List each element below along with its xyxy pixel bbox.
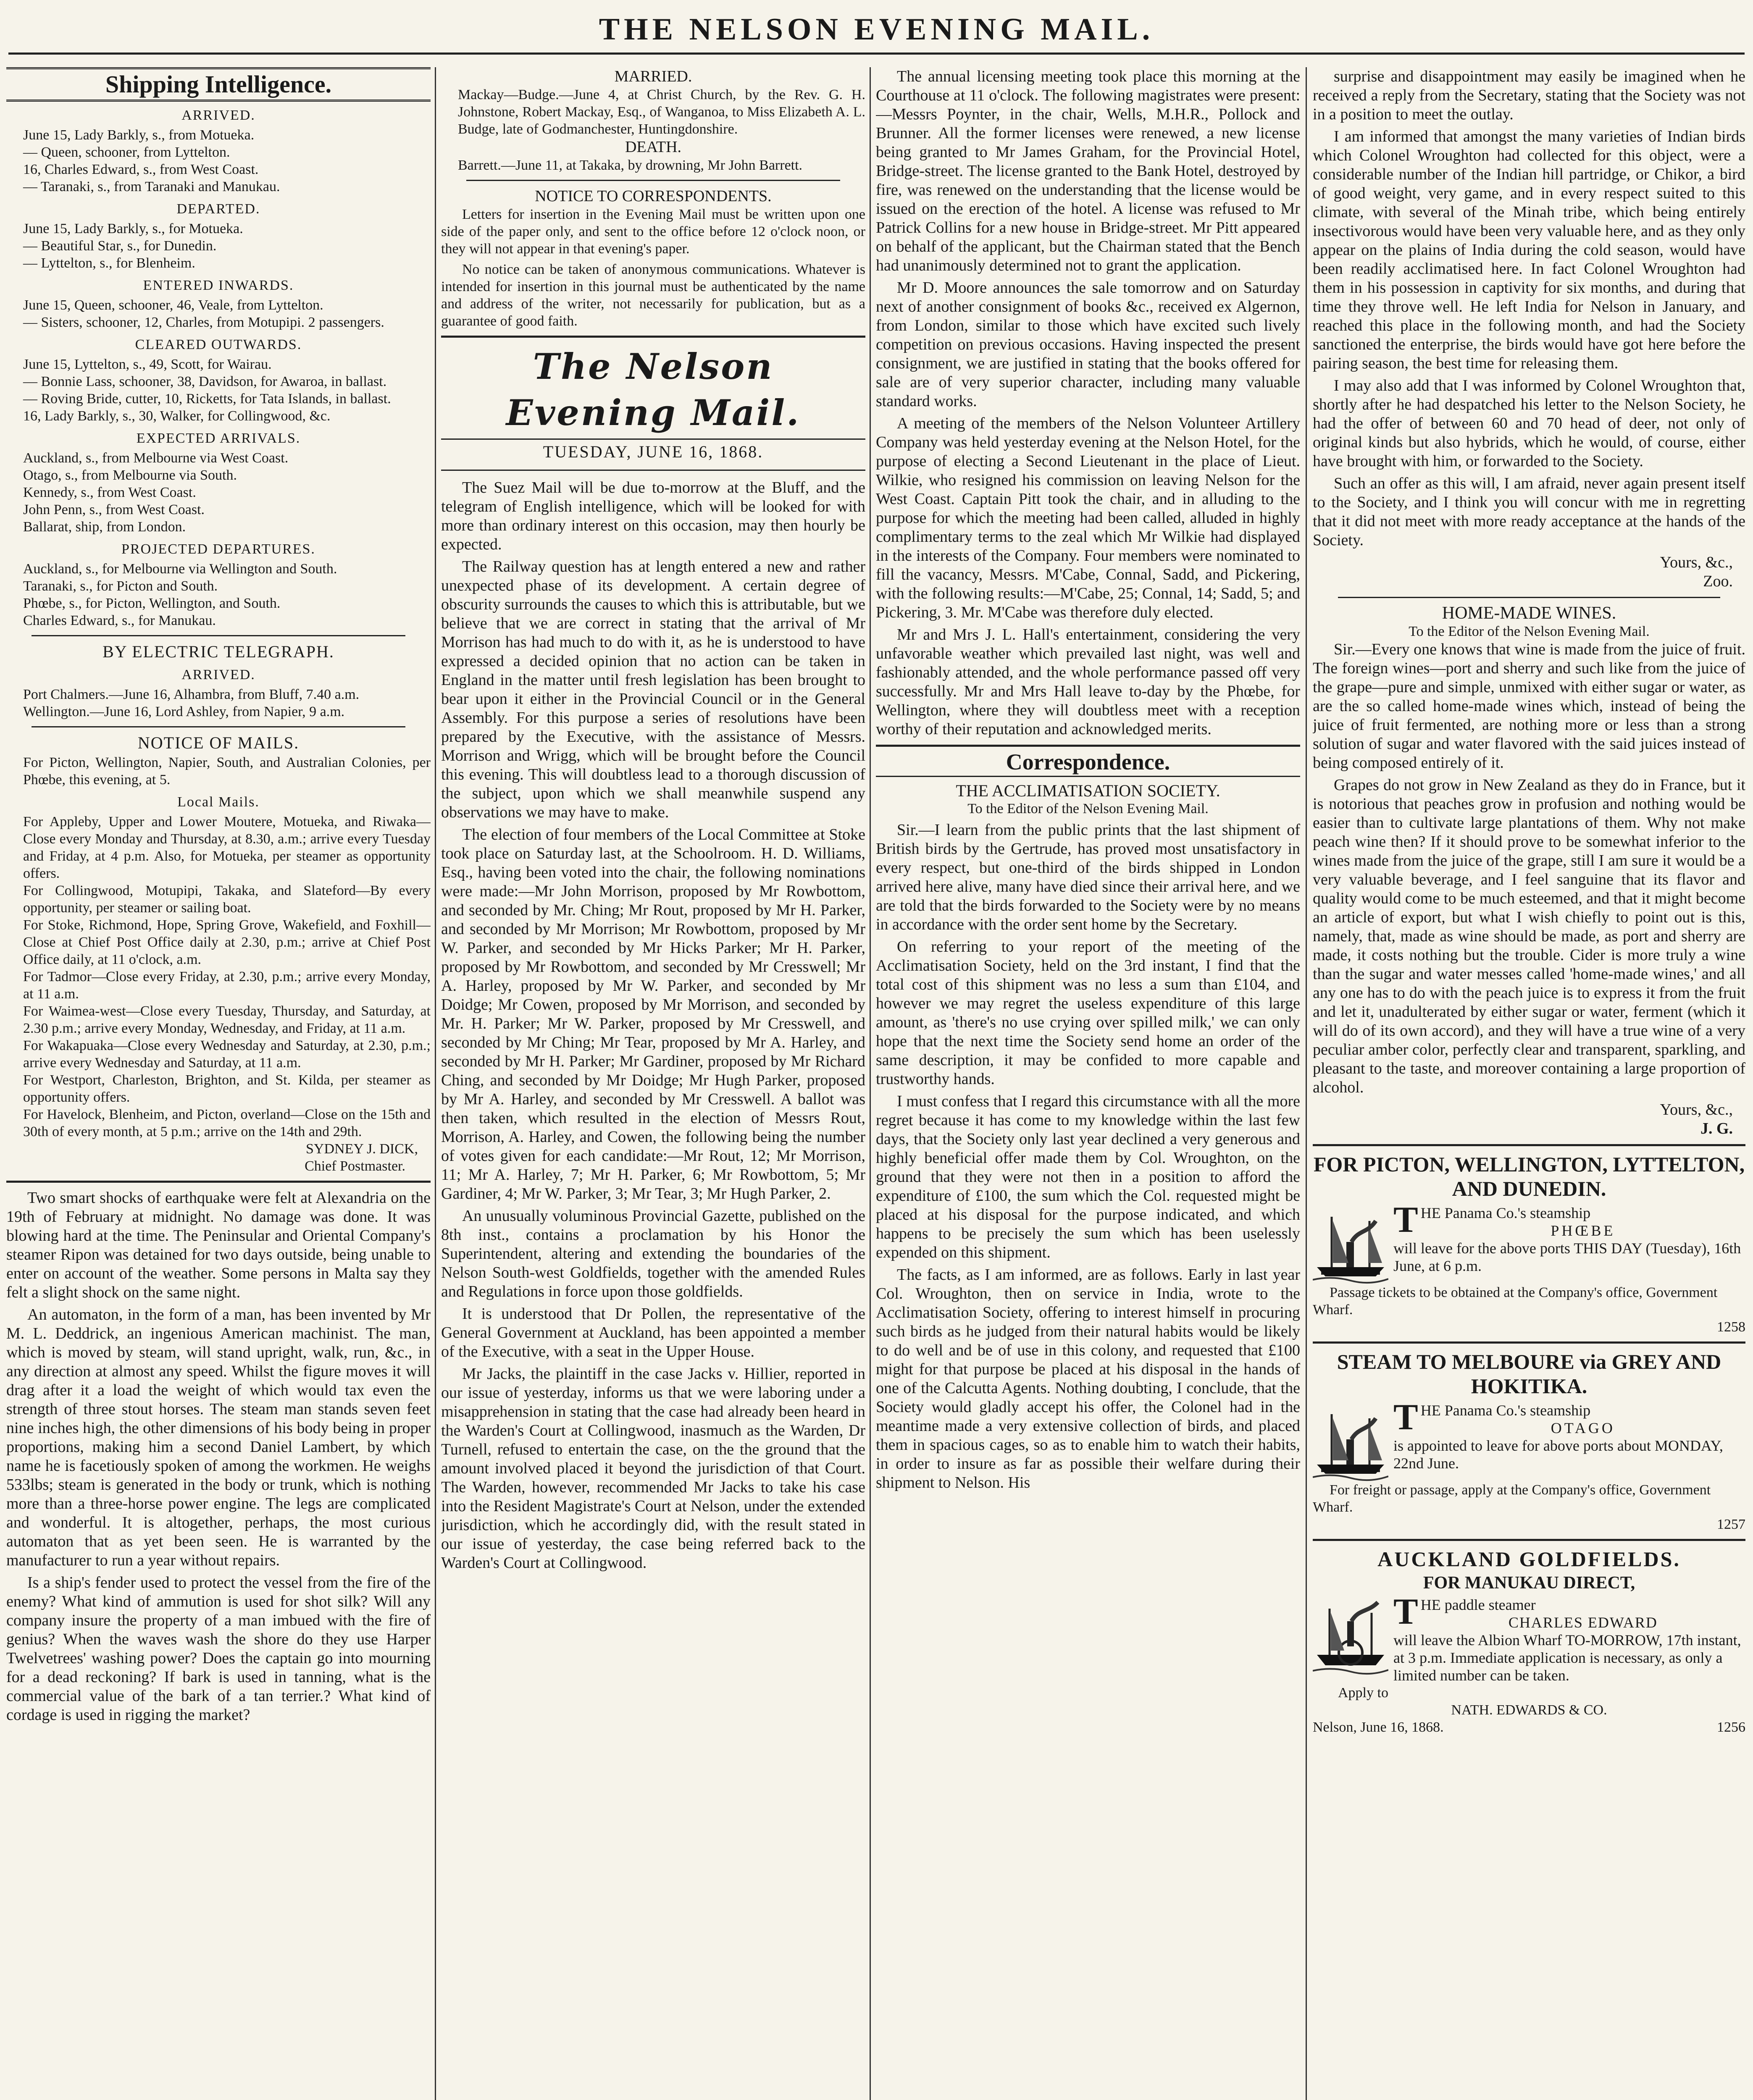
shipping-entry: Auckland, s., for Melbourne via Wellington and South. — [23, 561, 337, 577]
shipping-entry: June 15, Lady Barkly, s., for Motueka. — [23, 221, 243, 236]
shipping-entry: 16, Charles Edward, s., from West Coast. — [23, 162, 259, 177]
letter-closing: Yours, &c., — [1660, 554, 1733, 571]
telegraph-entry: Port Chalmers.—June 16, Alhambra, from Bluff, 7.40 a.m. — [23, 687, 360, 702]
paddle-steamer-icon — [1313, 1596, 1388, 1676]
ad-heading: FOR PICTON, WELLINGTON, LYTTELTON, AND DUNEDIN. — [1313, 1152, 1745, 1200]
drop-cap: T — [1393, 1397, 1418, 1438]
paragraph: The Suez Mail will be due to-morrow at the Bluff, and the telegram of English intelligence, which will be looked for with more than ordinary interest on this occasion, may then hourly be expected. — [441, 479, 865, 553]
drop-cap: T — [1393, 1200, 1418, 1240]
letter-addressee: To the Editor of the Nelson Evening Mail. — [967, 801, 1209, 816]
divider — [441, 336, 865, 338]
divider — [441, 470, 865, 471]
column-divider — [1306, 67, 1307, 2100]
mail-entry: For Westport, Charleston, Brighton, and St. Kilda, per steamer as opportunity offers. — [23, 1072, 431, 1105]
paragraph: The facts, as I am informed, are as follows. Early in last year Col. Wroughton, then on service in India, wrote to the Acclimatisation Society, offering to interest himself in procuring such birds as he judged from their natural habits would be likely to do well and be of use in this colony, and requested that £100 might for that purpose be placed at his disposal in the hands of one of the Calcutta Agents. Nothing doubting, I conclude, that the Society would gladly accept his offer, the Colonel had in the meantime made a very extensive collection of birds, and placed them in spacious cages, so as to enable him to watch their habits, in order to insure as far as possible their welfare during their shipment to Nelson. His — [876, 1266, 1300, 1491]
paragraph: Such an offer as this will, I am afraid, never again present itself to the Society, and I think you will concur with me in regretting that it did not meet with more ready acceptance at the hands of the Society. — [1313, 475, 1745, 549]
divider — [6, 1181, 431, 1183]
paragraph: I must confess that I regard this circumstance with all the more regret because it has come to my knowledge within the last few days, that the Society only last year declined a very generous and highly beneficial offer made them by Col. Wroughton, on the ground that they were not then in a position to afford the expenditure of £100, the sum which the Col. requested might be placed at his disposal for the purpose indicated, and which happens to be precisely the sum which has been uselessly expended on this shipment. — [876, 1092, 1300, 1261]
divider — [1313, 1539, 1745, 1541]
shipping-entry: Charles Edward, s., for Manukau. — [23, 613, 216, 628]
shipping-entry: — Queen, schooner, from Lyttelton. — [23, 144, 230, 160]
divider — [32, 635, 405, 636]
column-4-letter — [1313, 67, 1745, 550]
divider — [466, 180, 840, 181]
cleared-list — [6, 356, 431, 425]
shipping-entry: — Taranaki, s., from Taranaki and Manukau. — [23, 179, 280, 194]
paragraph: The Railway question has at length entered a new and rather unexpected phase of its development. A certain degree of obscurity surrounds the causes to which this is attributable, but we believe that we are correct in stating that the arrival of Mr Morrison has had much to do with it, as he is understood to have expressed a decided opinion that no action can be taken in England in the matter until fresh legislation has been brought to bear upon it either in the Provincial Council or in the General Assembly. For this purpose a series of resolutions have been prepared by the Executive, with the assistance of Messrs. Morrison and Wrigg, which will be brought before the Council this evening. This will doubtless lead to a thorough discussion of the subject, upon which we shall meanwhile suspend any observations we may have to make. — [441, 558, 865, 821]
arrived-heading: ARRIVED. — [181, 108, 255, 123]
letter-signature: Zoo. — [1703, 572, 1733, 590]
ad-footer: For freight or passage, apply at the Company's office, Government Wharf. — [1313, 1482, 1711, 1515]
ad-otago — [1313, 1349, 1745, 1533]
ad-number: 1257 — [1717, 1517, 1745, 1532]
editorial-date: TUESDAY, JUNE 16, 1868. — [543, 442, 764, 461]
shipping-entry: Auckland, s., from Melbourne via West Coast. — [23, 450, 289, 466]
paragraph: The annual licensing meeting took place this morning at the Courthouse at 11 o'clock. The following magistrates were present:—Messrs Poynter, in the chair, Wells, M.H.R., Pollock and Brunner. All the former licenses were renewed, a new license being granted to Mr James Graham, for the Provincial Hotel, Bridge-street. The license granted to the Bank Hotel, destroyed by fire, was renewed on the understanding that the license would be issued on the erection of the hotel. A license was refused to Mr Patrick Collins for a new house in Bridge-street. Mr Pitt appeared on behalf of the applicant, but the Chairman stated that the Bench had unanimously determined not to grant the application. — [876, 68, 1300, 274]
notice-text-1: Letters for insertion in the Evening Mail must be written upon one side of the paper only, and sent to the office before 12 o'clock noon, or they will not appear in that evening's paper. — [441, 207, 865, 257]
entered-list — [6, 297, 431, 331]
death-notice: Barrett.—June 11, at Takaka, by drowning, Mr John Barrett. — [458, 158, 803, 173]
paragraph: Mr Jacks, the plaintiff in the case Jacks v. Hillier, reported in our issue of yesterday, informs us that we were laboring under a misapprehension in stating that the case had already been heard in the Warden's Court at Collingwood, inasmuch as the Warden, Dr Turnell, refused to entertain the case, on the the ground that the amount involved placed it beyond the jurisdiction of that Court. The Warden, however, recommended Mr Jacks to take his case into the Resident Magistrate's Court at Nelson, under the extended jurisdiction, which he accordingly did, with the result stated in our issue of yesterday, the case being referred back to the Warden's Court at Collingwood. — [441, 1365, 865, 1572]
shipping-entry: — Lyttelton, s., for Blenheim. — [23, 255, 195, 271]
married-notice: Mackay—Budge.—June 4, at Christ Church, by the Rev. G. H. Johnstone, Robert Mackay, Esq., of Wanganoa, to Miss Elizabeth A. L. Budge, late of Godmanchester, Huntingdonshire. — [458, 87, 865, 137]
column-divider — [435, 67, 436, 2100]
ad-footer: Passage tickets to be obtained at the Company's office, Government Wharf. — [1313, 1285, 1718, 1318]
drop-cap: T — [1393, 1591, 1418, 1632]
mail-entry: For Stoke, Richmond, Hope, Spring Grove, Wakefield, and Foxhill—Close at Chief Post Office daily at 2.30, p.m.; arrive at Chief Post Office daily, at 11 o'clock, a.m. — [23, 917, 431, 967]
paragraph: Sir.—I learn from the public prints that the last shipment of British birds by the Gertrude, has proved most unsatisfactory in every respect, but one-third of the birds shipped in London arrived here alive, many have died since their arrival here, and we are told that the birds forwarded to the Society were by no means in accordance with the order sent home by the Secretary. — [876, 821, 1300, 933]
expected-heading: EXPECTED ARRIVALS. — [136, 430, 301, 446]
wine-letter — [1313, 640, 1745, 1097]
telegraph-heading: BY ELECTRIC TELEGRAPH. — [102, 642, 334, 661]
shipping-entry: June 15, Lady Barkly, s., from Motueka. — [23, 127, 255, 143]
paragraph: Two smart shocks of earthquake were felt at Alexandria on the 19th of February at midnight. No damage was done. It was blowing hard at the time. The Peninsular and Oriental Company's steamer Ripon was detained for two days outside, being unable to enter on account of the weather. Some persons in Malta say they felt a slight shock on the same night. — [6, 1189, 431, 1301]
expected-list — [6, 449, 431, 536]
ad-text: will leave the Albion Wharf TO-MORROW, 17th instant, at 3 p.m. Immediate application is necessary, as only a limited number can be taken. — [1393, 1632, 1741, 1684]
ad-heading: AUCKLAND GOLDFIELDS. — [1377, 1547, 1681, 1571]
mails-heading: NOTICE OF MAILS. — [137, 733, 300, 752]
wine-title: HOME-MADE WINES. — [1442, 604, 1616, 623]
paragraph: It is understood that Dr Pollen, the representative of the General Government at Auckland, has been appointed a member of the Executive, with a seat in the Upper House. — [441, 1305, 865, 1360]
column-3-articles — [876, 67, 1300, 739]
shipping-entry: — Sisters, schooner, 12, Charles, from Motupipi. 2 passengers. — [23, 315, 384, 330]
divider — [876, 745, 1300, 747]
steamship-icon — [1313, 1402, 1388, 1481]
ad-line: HE Panama Co.'s steamship — [1420, 1402, 1591, 1419]
shipping-title: Shipping Intelligence. — [6, 67, 431, 102]
departed-list — [6, 220, 431, 272]
divider — [32, 726, 405, 727]
shipping-entry: June 15, Lyttelton, s., 49, Scott, for Wairau. — [23, 357, 272, 372]
mail-entry: For Collingwood, Motupipi, Takaka, and Slateford—By every opportunity, per steamer or sailing boat. — [23, 883, 431, 916]
paragraph: surprise and disappointment may easily be imagined when he received a reply from the Secretary, stating that the Society was not in a position to meet the outlay. — [1313, 68, 1745, 123]
ad-line: HE paddle steamer — [1420, 1596, 1536, 1613]
column-2 — [441, 67, 865, 2100]
mail-entry: For Appleby, Upper and Lower Moutere, Motueka, and Riwaka—Close every Monday and Thursday, at 8.30, a.m.; arrive every Tuesday and Friday, at 4 p.m. Also, for Motueka, per steamer as opportunity offers. — [23, 814, 431, 881]
masthead — [0, 0, 1753, 55]
projected-heading: PROJECTED DEPARTURES. — [121, 541, 315, 557]
wine-addressee: To the Editor of the Nelson Evening Mail. — [1409, 624, 1650, 639]
mails-list — [6, 813, 431, 1140]
ad-agent: NATH. EDWARDS & CO. — [1451, 1702, 1607, 1718]
ad-charles-edward — [1313, 1547, 1745, 1736]
ad-number: 1258 — [1717, 1319, 1745, 1335]
projected-list — [6, 560, 431, 629]
correspondence-letter — [876, 821, 1300, 1492]
shipping-entry: John Penn, s., from West Coast. — [23, 502, 205, 517]
paragraph: I am informed that amongst the many varieties of Indian birds which Colonel Wroughton had collected for this object, were a considerable number of the Indian hill partridge, or Chikor, a bird of good weight, very game, and in every respect suited to this climate, with several of the Minah tribe, which being entirely insectivorous would have been very valuable here, and as they only appear on the plains of India during the cold season, would have been readily acclimatised here. In fact Colonel Wroughton had them in his possession in captivity for six months, and during that time they throve well. He left India for Nelson in January, and reached this place in the following month, and had the Society sanctioned the enterprise, the birds would have got here before the pairing season, the best time for releasing them. — [1313, 128, 1745, 372]
paragraph: Sir.—Every one knows that wine is made from the juice of fruit. The foreign wines—port and sherry and such like from the juice of the grape—pure and simple, unmixed with either sugar or water, as are the so called home-made wines which, instead of being the juice of fruit fermented, are nothing more or less than a strong solution of sugar and water flavored with the said juices instead of being composed entirely of it. — [1313, 640, 1745, 772]
paragraph: Grapes do not grow in New Zealand as they do in France, but it is notorious that peaches grow in profusion and nothing would be easier than to cultivate large plantations of them. Why not make peach wine then? If it should prove to be somewhat inferior to the wines made from the juice of the grape, still I am sure it would be a very valuable beverage, and I feel sanguine that its flavor and quality would come to be much esteemed, and that it might become an article of export, but what I wish chiefly to point out is this, namely, that, made as wine should be made, as port and sherry are made, it costs nothing but the trouble. Cider is more truly a wine than the sugar and water messes called 'home-made wines,' and all any one has to do with the peach juice is to express it from the fruit and let it, unadulterated by either sugar or water, ferment (which it will do of its own accord), and they will have a true wine of a very peculiar amber color, perfectly clear and transparent, sparkling, and pleasant to the taste, and moreover containing a large proportion of alcohol. — [1313, 776, 1745, 1096]
masthead-title: THE NELSON EVENING MAIL. — [599, 12, 1154, 47]
paragraph: An automaton, in the form of a man, has been invented by Mr M. L. Deddrick, an ingenious American machinist. The man, which is moved by steam, will stand upright, walk, run, &c., in any direction at almost any speed. Whilst the figure moves it will drag after it a load the weight of which would tax even the strength of three stout horses. The steam man stands seven feet nine inches high, the other dimensions of his body being in proper proportions, making him a second Daniel Lambert, by which name he is facetiously spoken of among the workmen. He weighs 533lbs; steam is generated in the body or trunk, which is nothing more than a three-horse power engine. The legs are complicated and wonderful. It is altogether, perhaps, the most curious automaton that as yet been seen. He is warranted by the manufacturer to run a year without repairs. — [6, 1306, 431, 1569]
column-4 — [1313, 67, 1745, 2100]
notice-heading: NOTICE TO CORRESPONDENTS. — [535, 187, 772, 205]
postmaster-name: SYDNEY J. DICK, — [306, 1141, 418, 1157]
mail-entry: For Havelock, Blenheim, and Picton, overland—Close on the 15th and 30th of every month, at 5 p.m.; arrive on the 14th and 29th. — [23, 1107, 431, 1139]
ad-line: HE Panama Co.'s steamship — [1420, 1205, 1591, 1221]
local-mails-heading: Local Mails. — [177, 794, 260, 810]
paragraph: Mr D. Moore announces the sale tomorrow and on Saturday next of another consignment of books &c., received ex Algernon, from London, similar to those which have excited such lively competition on previous occasions. Having inspected the present consignment, we are justified in stating that the books offered for sale are of very superior character, including many valuable standard works. — [876, 279, 1300, 410]
letter-title: THE ACCLIMATISATION SOCIETY. — [956, 781, 1220, 800]
correspondence-heading: Correspondence. — [1006, 749, 1170, 774]
shipping-entry: Otago, s., from Melbourne via South. — [23, 467, 237, 483]
divider — [441, 438, 865, 440]
masthead-rule — [8, 52, 1745, 55]
ad-phoebe — [1313, 1152, 1745, 1336]
editorial-masthead: The Nelson Evening Mail. — [506, 346, 801, 433]
departed-heading: DEPARTED. — [176, 201, 260, 217]
ad-number: 1256 — [1717, 1719, 1745, 1735]
wine-closing: Yours, &c., — [1660, 1101, 1733, 1118]
married-heading: MARRIED. — [614, 68, 692, 85]
ship-name: OTAGO — [1551, 1420, 1615, 1436]
paragraph: The election of four members of the Local Committee at Stoke took place on Saturday last, at the Schoolroom. H. D. Williams, Esq., having been voted into the chair, the following nominations were made:—Mr John Morrison, proposed by Mr Rowbottom, and seconded by Mr. Ching; Mr Rout, proposed by Mr H. Parker, and seconded by Mr Morrison; Mr Rowbottom, proposed by Mr W. Parker, and seconded by Mr Hicks Parker; Mr H. Parker, proposed by Mr Rowbottom, and seconded by Mr Cresswell; Mr A. Harley, proposed by Mr W. Parker, and seconded by Mr Doidge; Mr Cowen, proposed by Mr Morrison, and seconded by Mr. H. Parker; Mr W. Parker, proposed by Mr Cresswell, and seconded by Mr Ching; Mr Tear, proposed by Mr A. Harley, and seconded by Mr H. Parker; Mr Gardiner, proposed by Mr Richard Ching, and seconded by Mr Doidge; Mr Hugh Parker, proposed by Mr A. Harley, and seconded by Mr Cresswell. A ballot was then taken, which resulted in the election of Messrs Rout, Morrison, A. Harley, and Cowen, the following being the number of votes given for each candidate:—Mr Rout, 12; Mr Morrison, 11; Mr A. Harley, 7; Mr H. Parker, 6; Mr Rowbottom, 5; Mr Gardiner, 4; Mr W. Parker, 3; Mr Tear, 3; Mr Hugh Parker, 2. — [441, 826, 865, 1202]
wine-signature: J. G. — [1700, 1120, 1733, 1137]
paragraph: On referring to your report of the meeting of the Acclimatisation Society, held on the 3rd instant, I find that the total cost of this shipment was no less a sum than £104, and however we may regret the useless expenditure of this large amount, as 'there's no use crying over spilled milk,' we can only hope that the next time the Society send home an order of the same description, it may be confided to more capable and trustworthy hands. — [876, 938, 1300, 1088]
ad-subheading: FOR MANUKAU DIRECT, — [1423, 1573, 1635, 1593]
divider — [1313, 1144, 1745, 1146]
divider — [1313, 1341, 1745, 1344]
mail-entry: For Waimea-west—Close every Tuesday, Thursday, and Saturday, at 2.30 p.m.; arrive every Monday, Wednesday, and Friday, at 11 a.m. — [23, 1003, 431, 1036]
shipping-entry: Kennedy, s., from West Coast. — [23, 485, 196, 500]
divider — [876, 776, 1300, 777]
notice-text-2: No notice can be taken of anonymous communications. Whatever is intended for insertion in this journal must be authenticated by the name and address of the writer, not necessarily for publication, but as a guarantee of good faith. — [441, 262, 865, 329]
ad-place-date: Nelson, June 16, 1868. — [1313, 1719, 1444, 1735]
paragraph: Mr and Mrs J. L. Hall's entertainment, considering the very unfavorable weather which prevailed last night, was well and fashionably attended, and the whole performance passed off very successfully. Mr and Mrs Hall leave to-day by the Phœbe, for Wellington, where they will doubtless meet with a reception worthy of their reputation and acknowledged merits. — [876, 626, 1300, 738]
entered-heading: ENTERED INWARDS. — [143, 278, 294, 293]
cleared-heading: CLEARED OUTWARDS. — [135, 337, 302, 352]
ship-name: PHŒBE — [1551, 1222, 1616, 1239]
ad-text: is appointed to leave for above ports about MONDAY, 22nd June. — [1393, 1437, 1723, 1472]
ad-text: will leave for the above ports THIS DAY (Tuesday), 16th June, at 6 p.m. — [1393, 1240, 1741, 1274]
paragraph: Is a ship's fender used to protect the vessel from the fire of the enemy? What kind of ammution is used for shot silk? Will any company insure the property of a man imbued with the fire of genius? When the waves wash the shore do they use Harper Twelvetrees' washing power? Does the captain go into mourning for a dead reckoning? If bark is used in tanning, what is the commercial value of the bark of a tan terrier.? What kind of cordage is used in rigging the market? — [6, 1574, 431, 1724]
column-1-articles — [6, 1189, 431, 1725]
column-1 — [6, 67, 431, 2100]
paragraph: An unusually voluminous Provincial Gazette, published on the 8th inst., contains a proclamation by his Honor the Superintendent, altering and extending the boundaries of the Nelson South-west Goldfields, together with the amended Rules and Regulations in force upon those goldfields. — [441, 1207, 865, 1300]
editorial-articles — [441, 478, 865, 1572]
mail-entry: For Wakapuaka—Close every Wednesday and Saturday, at 2.30, p.m.; arrive every Wednesday and Saturday, at 11 a.m. — [23, 1038, 431, 1071]
telegraph-entry: Wellington.—June 16, Lord Ashley, from Napier, 9 a.m. — [23, 704, 345, 719]
shipping-entry: — Beautiful Star, s., for Dunedin. — [23, 238, 217, 254]
mail-entry: For Tadmor—Close every Friday, at 2.30, p.m.; arrive every Monday, at 11 a.m. — [23, 969, 431, 1002]
steamship-icon — [1313, 1204, 1388, 1284]
ad-footer: Apply to — [1338, 1685, 1388, 1701]
divider — [1338, 597, 1720, 598]
shipping-entry: — Roving Bride, cutter, 10, Ricketts, for Tata Islands, in ballast. — [23, 391, 391, 407]
arrived-list — [6, 126, 431, 195]
ad-heading: STEAM TO MELBOURE via GREY AND HOKITIKA. — [1337, 1350, 1721, 1398]
ship-name: CHARLES EDWARD — [1508, 1614, 1658, 1631]
postmaster-title: Chief Postmaster. — [305, 1158, 405, 1174]
column-3 — [876, 67, 1300, 2100]
shipping-entry: — Bonnie Lass, schooner, 38, Davidson, for Awaroa, in ballast. — [23, 374, 387, 389]
telegraph-list — [6, 686, 431, 720]
shipping-entry: June 15, Queen, schooner, 46, Veale, from Lyttelton. — [23, 297, 323, 313]
shipping-entry: Taranaki, s., for Picton and South. — [23, 578, 218, 594]
shipping-entry: 16, Lady Barkly, s., 30, Walker, for Collingwood, &c. — [23, 408, 331, 424]
paragraph: I may also add that I was informed by Colonel Wroughton that, shortly after he had despatched his letter to the Nelson Society, he had the offer of between 60 and 70 head of deer, not only of original kinds but also hybrids, which he would, of course, either have brought with him, or forwarded to the Society. — [1313, 377, 1745, 470]
column-divider — [870, 67, 871, 2100]
paragraph: A meeting of the members of the Nelson Volunteer Artillery Company was held yesterday evening at the Nelson Hotel, for the purpose of electing a Second Lieutenant in the place of Lieut. Wilkie, who resigned his commission on leaving Nelson for the West Coast. Captain Pitt took the chair, and in alluding to the purpose for which the meeting had been called, alluded in highly complimentary terms to the zeal which Mr Wilkie had displayed in the interests of the Company. Four members were nominated to fill the vacancy, Messrs. M'Cabe, Connal, Sadd, and Pickering, with the following results:—M'Cabe, 25; Connal, 14; Sadd, 5; and Pickering, 3. Mr. M'Cabe was therefore duly elected. — [876, 415, 1300, 621]
shipping-entry: Ballarat, ship, from London. — [23, 519, 186, 535]
death-heading: DEATH. — [625, 138, 682, 156]
mails-intro: For Picton, Wellington, Napier, South, and Australian Colonies, per Phœbe, this evening, at 5. — [23, 755, 431, 788]
shipping-entry: Phœbe, s., for Picton, Wellington, and South. — [23, 596, 281, 611]
telegraph-arrived-heading: ARRIVED. — [181, 667, 255, 682]
